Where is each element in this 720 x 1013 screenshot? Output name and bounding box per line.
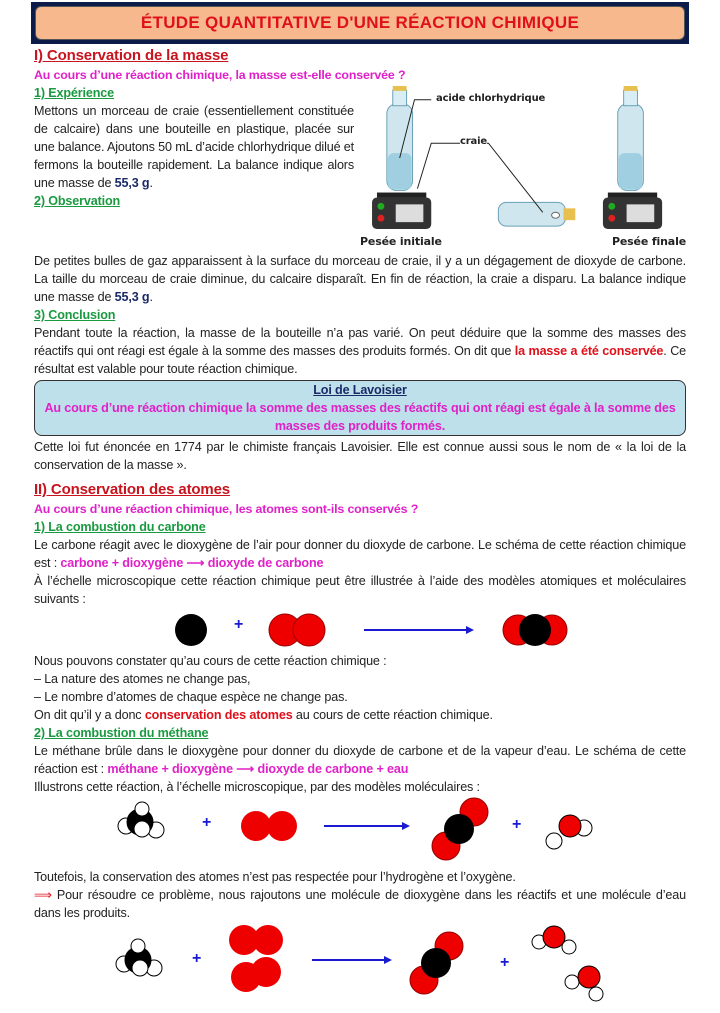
title-banner <box>31 2 689 44</box>
experiment-figure <box>360 84 686 232</box>
plus-sign: + <box>512 816 522 833</box>
document-body <box>34 46 686 1008</box>
methane-heading: 2) La combustion du méthane <box>34 726 209 740</box>
list-item: – Le nombre d’atomes de chaque espèce ne change pas. <box>34 690 348 704</box>
lavoisier-law-box <box>34 380 686 436</box>
carbon-text-2: À l’échelle microscopique cette réaction chimique peut être illustrée à l’aide des modèles atomiques et moléculaires suivants : <box>34 574 686 606</box>
law-text: Au cours d’une réaction chimique la somme des masses des réactifs qui ont réagi est égale à la somme des masses des produits formés. <box>44 401 676 433</box>
section-2-heading: II) Conservation des atomes <box>34 481 231 498</box>
balance-initial <box>372 193 431 230</box>
conclusion-heading: 3) Conclusion <box>34 308 116 322</box>
page-title: ÉTUDE QUANTITATIVE D'UNE RÉACTION CHIMIQUE <box>35 6 685 40</box>
carbon-atom <box>175 614 207 646</box>
experiment-row <box>34 84 686 252</box>
fig-label-acid: acide chlorhydrique <box>436 93 546 104</box>
experience-heading: 1) Expérience <box>34 86 114 100</box>
plus-sign: + <box>192 950 202 967</box>
plus-sign: + <box>202 814 212 831</box>
carbon-text: Le carbone réagit avec le dioxygène de l’air pour donner du dioxyde de carbone. Le schéma de cette réaction chimique est : carbone + dioxygène ⟶ dioxyde de carbone <box>34 538 686 570</box>
methane-molecule <box>118 802 164 838</box>
carbon-reaction-models <box>34 608 686 652</box>
carbon-heading: 1) La combustion du carbone <box>34 520 206 534</box>
balance-final <box>603 193 662 230</box>
fig-label-initial: Pesée initiale <box>360 235 442 248</box>
methane-text-2: Illustrons cette réaction, à l’échelle microscopique, par des modèles moléculaires : <box>34 780 480 794</box>
carbon-conclusion: On dit qu’il y a donc conservation des atomes au cours de cette réaction chimique. <box>34 708 493 722</box>
carbon-list <box>34 670 686 706</box>
list-item: – La nature des atomes ne change pas, <box>34 672 251 686</box>
section-2-question: Au cours d’une réaction chimique, les atomes sont-ils conservés ? <box>34 502 419 516</box>
plus-sign: + <box>234 616 244 633</box>
methane-models-svg <box>34 796 686 868</box>
law-note: Cette loi fut énoncée en 1774 par le chimiste français Lavoisier. Elle est connue aussi sous le nom de « la loi de la conservation de la masse ». <box>34 440 686 472</box>
experiment-figure-wrapper <box>360 84 686 252</box>
section-1-heading: I) Conservation de la masse <box>34 47 229 64</box>
methane-reaction-models <box>34 796 686 868</box>
observation-heading: 2) Observation <box>34 194 121 208</box>
bottle-final <box>618 86 644 191</box>
fig-label-chalk: craie <box>460 136 488 147</box>
fig-label-final: Pesée finale <box>611 235 686 248</box>
carbon-models-svg <box>34 608 686 652</box>
plus-sign: + <box>500 954 510 971</box>
methane-fix: ⟹ Pour résoudre ce problème, nous rajoutons une molécule de dioxygène dans les réactifs et une molécule d’eau dans les produits. <box>34 888 686 920</box>
methane-note: Toutefois, la conservation des atomes n’est pas respectée pour l’hydrogène et l’oxygène. <box>34 870 516 884</box>
observation-text: De petites bulles de gaz apparaissent à la surface du morceau de craie, il y a un dégagement de dioxyde de carbone. La taille du morceau de craie diminue, du calcaire disparaît. En fin de réaction, la craie a disparu. La balance indique une masse de 55,3 g. <box>34 254 686 304</box>
experiment-column <box>34 84 354 210</box>
balanced-models-svg <box>34 922 686 1008</box>
chalk-bottle <box>498 202 575 226</box>
methane-text: Le méthane brûle dans le dioxygène pour donner du dioxyde de carbone et de la vapeur d’eau. Le schéma de cette réaction est : méthane + dioxygène ⟶ dioxyde de carbone + eau <box>34 744 686 776</box>
conclusion-text: Pendant toute la réaction, la masse de la bouteille n’a pas varié. On peut déduire que la somme des masses des réactifs qui ont réagi est égale à la somme des masses des produits formés. On dit que la masse a été conservée. Ce résultat est valable pour toute réaction chimique. <box>34 326 687 376</box>
balanced-methane-models <box>34 922 686 1008</box>
bottle-initial <box>387 86 413 191</box>
carbon-observation: Nous pouvons constater qu’au cours de cette réaction chimique : <box>34 654 387 668</box>
law-title: Loi de Lavoisier <box>313 383 407 397</box>
co2-carbon <box>519 614 551 646</box>
experience-text: Mettons un morceau de craie (essentiellement constituée de calcaire) dans une bouteille en plastique, placée sur une balance. Ajoutons 50 mL d’acide chlorhydrique dilué et fermons la bouteille rapidement. La balance indique alors une masse de 55,3 g. <box>34 104 354 190</box>
section-1-question: Au cours d’une réaction chimique, la masse est-elle conservée ? <box>34 68 406 82</box>
